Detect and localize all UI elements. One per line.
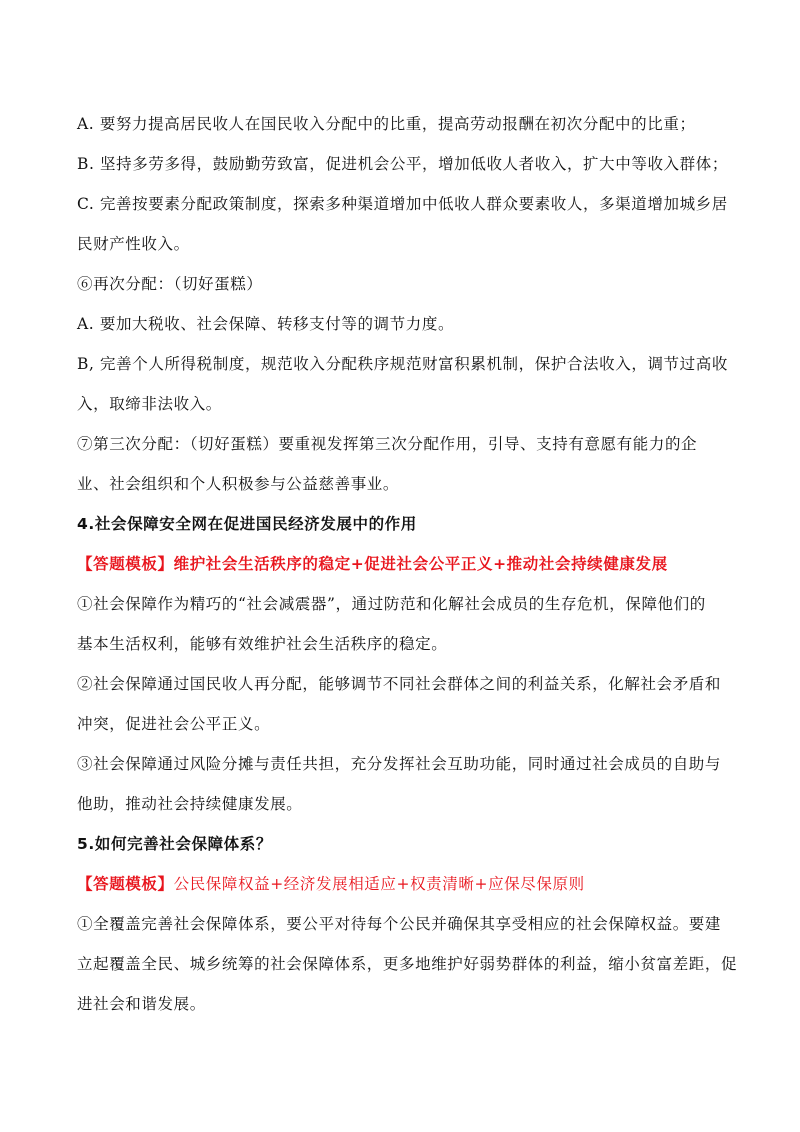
paragraph-line: 民财产性收入。 [77, 235, 190, 253]
answer-template-label: 【答题模板】 [77, 875, 174, 893]
paragraph-line: 业、社会组织和个人积极参与公益慈善事业。 [77, 475, 400, 493]
answer-template-4: 【答题模板】维护社会生活秩序的稳定+促进社会公平正义+推动社会持续健康发展 [77, 555, 668, 573]
paragraph-line: ⑥再次分配：（切好蛋糕） [77, 275, 263, 293]
paragraph-line: 立起覆盖全民、城乡统筹的社会保障体系，更多地维护好弱势群体的利益，缩小贫富差距，促 [77, 955, 738, 973]
paragraph-line: ②社会保障通过国民收人再分配，能够调节不同社会群体之间的利益关系，化解社会矛盾和 [77, 675, 722, 693]
paragraph-line: B, 完善个人所得税制度，规范收入分配秩序规范财富积累机制，保护合法收入，调节过高收 [77, 355, 728, 373]
paragraph-line: 入，取缔非法收入。 [77, 395, 222, 413]
paragraph-line: 他助，推动社会持续健康发展。 [77, 795, 303, 813]
answer-template-text: 公民保障权益+经济发展相适应+权责清晰+应保尽保原则 [173, 875, 585, 893]
paragraph-line: ①全覆盖完善社会保障体系，要公平对待每个公民并确保其享受相应的社会保障权益。要建 [77, 915, 722, 933]
paragraph-line: A. 要加大税收、社会保障、转移支付等的调节力度。 [77, 315, 455, 333]
paragraph-line: ③社会保障通过风险分摊与责任共担，充分发挥社会互助功能，同时通过社会成员的自助与 [77, 755, 722, 773]
section-heading-4: 4.社会保障安全网在促进国民经济发展中的作用 [77, 515, 417, 533]
paragraph-line: A. 要努力提高居民收人在国民收入分配中的比重，提高劳动报酬在初次分配中的比重； [77, 115, 696, 133]
paragraph-line: ①社会保障作为精巧的“社会减震器”，通过防范和化解社会成员的生存危机，保障他们的 [77, 595, 706, 613]
paragraph-line: 进社会和谐发展。 [77, 995, 206, 1013]
paragraph-line: C. 完善按要素分配政策制度，探索多种渠道增加中低收人群众要素收人，多渠道增加城乡居 [77, 195, 728, 213]
paragraph-line: B. 坚持多劳多得，鼓励勤劳致富，促进机会公平，增加低收人者收入，扩大中等收入群体； [77, 155, 728, 173]
paragraph-line: 冲突，促进社会公平正义。 [77, 715, 271, 733]
answer-template-5 [77, 874, 585, 894]
paragraph-line: 基本生活权利，能够有效维护社会生活秩序的稳定。 [77, 635, 448, 653]
paragraph-line: ⑦第三次分配：（切好蛋糕）要重视发挥第三次分配作用，引导、支持有意愿有能力的企 [77, 435, 698, 453]
section-heading-5: 5.如何完善社会保障体系？ [77, 835, 272, 853]
